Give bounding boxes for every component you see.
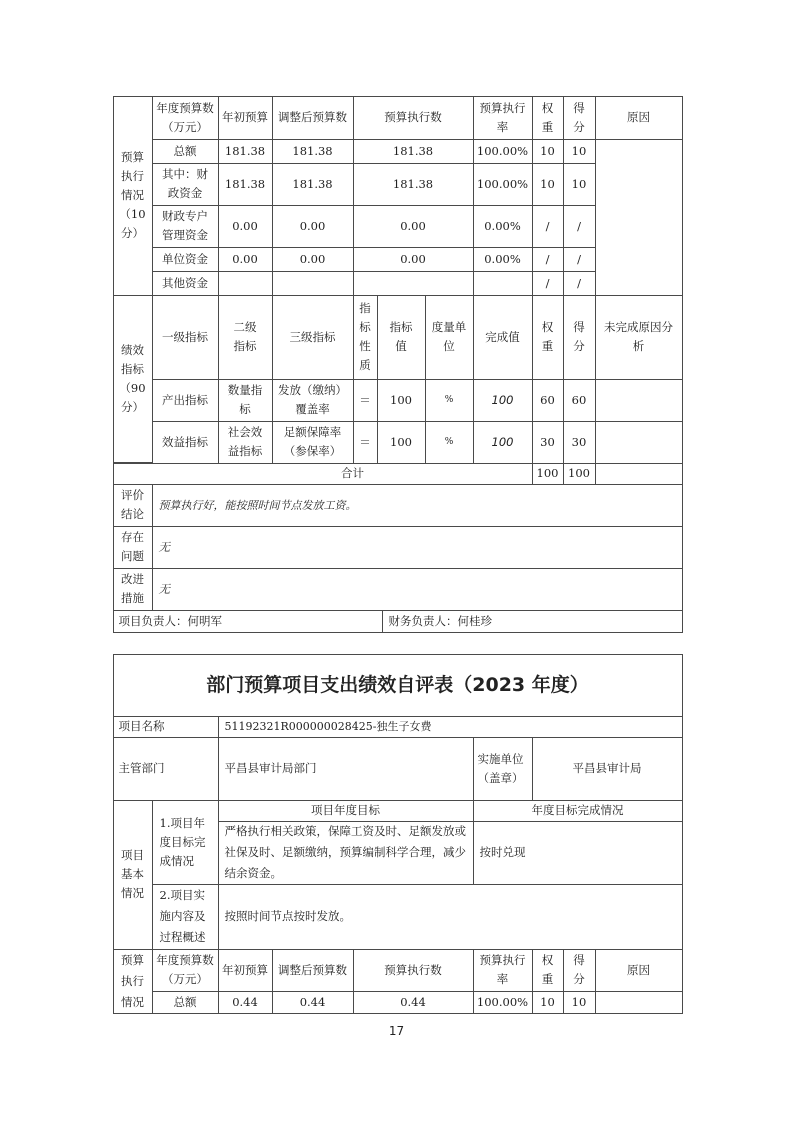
goal-header: 项目年度目标 (218, 800, 474, 822)
finance-lead: 财务负责人：何桂珍 (382, 610, 683, 633)
budget-row-initial (218, 271, 273, 296)
budget-row-reason (595, 991, 683, 1014)
header-weight: 权重 (532, 949, 564, 992)
budget-row-adjusted: 181.38 (272, 163, 354, 206)
problems-label: 存在问题 (113, 526, 153, 569)
perf-row-value: 100 (377, 421, 426, 464)
perf-row-reason (595, 421, 683, 464)
budget-row-score: / (563, 205, 596, 248)
budget-row-adjusted: 0.00 (272, 247, 354, 272)
budget-row-score: / (563, 271, 596, 296)
budget-row-weight: 10 (532, 163, 564, 206)
budget-section-label-text: 预算执行情况（10分） (119, 150, 146, 240)
perf-row-weight: 60 (532, 379, 564, 422)
perf-section-label-text: 绩效指标（90分） (119, 342, 146, 414)
perf-section-label (113, 295, 153, 463)
table-title: 部门预算项目支出绩效自评表（2023 年度） (113, 654, 683, 717)
header-score: 得分 (563, 96, 596, 140)
budget-row-initial: 0.00 (218, 205, 273, 248)
goal-completion: 按时兑现 (473, 821, 683, 885)
goal-label: 1.项目年度目标完成情况 (152, 800, 219, 885)
perf-row-score: 30 (563, 421, 596, 464)
basic-section-label: 项目基本情况 (113, 800, 153, 950)
goal-completion-header: 年度目标完成情况 (473, 800, 683, 822)
budget-row-score: 10 (563, 991, 596, 1014)
total-weight: 100 (532, 463, 564, 485)
dept-label: 主管部门 (113, 737, 219, 801)
perf-row-nature: ＝ (353, 421, 378, 464)
budget-row-rate: 0.00% (473, 247, 533, 272)
perf-header-weight: 权重 (532, 295, 564, 380)
problems-text: 无 (152, 526, 683, 569)
total-reason (595, 463, 683, 485)
perf-row-actual: 100 (473, 379, 533, 422)
budget-row-rate: 100.00% (473, 139, 533, 164)
project-name-value: 51192321R000000028425-独生子女费 (218, 716, 683, 738)
budget-row-score: 10 (563, 163, 596, 206)
budget-row-adjusted: 181.38 (272, 139, 354, 164)
improve-label: 改进措施 (113, 568, 153, 611)
perf-row-nature: ＝ (353, 379, 378, 422)
perf-header-unit: 度量单位 (425, 295, 474, 380)
perf-header-level2: 二级指标 (218, 295, 273, 380)
conclusion-label: 评价结论 (113, 484, 153, 527)
header-score: 得分 (563, 949, 596, 992)
perf-row-score: 60 (563, 379, 596, 422)
perf-header-nature: 指标性质 (353, 295, 378, 380)
budget-row-rate: 0.00% (473, 205, 533, 248)
budget-row-adjusted: 0.00 (272, 205, 354, 248)
total-score: 100 (563, 463, 596, 485)
perf-row-level2: 数量指标 (218, 379, 273, 422)
perf-row-level3: 足额保障率（参保率） (272, 421, 354, 464)
budget-row-adjusted: 0.44 (272, 991, 354, 1014)
header-executed: 预算执行数 (353, 96, 474, 140)
header-initial-budget: 年初预算 (218, 96, 273, 140)
header-reason: 原因 (595, 949, 683, 992)
budget-reason-cell (595, 139, 683, 296)
header-weight: 权重 (532, 96, 564, 140)
budget-row-initial: 181.38 (218, 163, 273, 206)
budget-row-weight: 10 (532, 991, 564, 1014)
budget-row-score: 10 (563, 139, 596, 164)
perf-row-value: 100 (377, 379, 426, 422)
total-label (113, 463, 533, 485)
budget-row-executed: 0.00 (353, 247, 474, 272)
perf-row-unit: % (425, 421, 474, 464)
perf-row-weight: 30 (532, 421, 564, 464)
conclusion-text: 预算执行好，能按照时间节点发放工资。 (152, 484, 683, 527)
project-lead: 项目负责人：何明军 (113, 610, 383, 633)
perf-row-level3: 发放（缴纳）覆盖率 (272, 379, 354, 422)
perf-header-score: 得分 (563, 295, 596, 380)
total-label-text: 合计 (341, 466, 364, 480)
perf-header-level3: 三级指标 (272, 295, 354, 380)
budget-row-name: 总额 (152, 991, 219, 1014)
project-name-label: 项目名称 (113, 716, 219, 738)
header-exec-rate: 预算执行率 (473, 96, 533, 140)
budget-row-rate: 100.00% (473, 991, 533, 1014)
perf-row-level1: 效益指标 (152, 421, 219, 464)
process-text: 按照时间节点按时发放。 (218, 884, 683, 950)
budget-row-weight: / (532, 271, 564, 296)
budget-row-rate: 100.00% (473, 163, 533, 206)
goal-text: 严格执行相关政策，保障工资及时、足额发放或社保及时、足额缴纳，预算编制科学合理，减少结余资金。 (218, 821, 474, 885)
impl-value: 平昌县审计局 (532, 737, 683, 801)
budget-row-executed (353, 271, 474, 296)
budget-row-name: 单位资金 (152, 247, 219, 272)
perf-row-level2: 社会效益指标 (218, 421, 273, 464)
process-label: 2.项目实施内容及过程概述 (152, 884, 219, 950)
impl-label: 实施单位（盖章） (473, 737, 533, 801)
header-annual-budget: 年度预算数（万元） (152, 949, 219, 992)
perf-row-actual: 100 (473, 421, 533, 464)
page-number: 17 (388, 1024, 405, 1038)
header-annual-budget: 年度预算数（万元） (152, 96, 219, 140)
perf-header-actual: 完成值 (473, 295, 533, 380)
budget-row-weight: 10 (532, 139, 564, 164)
budget-row-name: 总额 (152, 139, 219, 164)
perf-header-reason: 未完成原因分析 (595, 295, 683, 380)
budget-row-initial: 181.38 (218, 139, 273, 164)
budget-row-name: 财政专户管理资金 (152, 205, 219, 248)
header-exec-rate: 预算执行率 (473, 949, 533, 992)
perf-row-unit: % (425, 379, 474, 422)
header-initial-budget: 年初预算 (218, 949, 273, 992)
improve-text: 无 (152, 568, 683, 611)
budget-row-name: 其中：财政资金 (152, 163, 219, 206)
header-reason: 原因 (595, 96, 683, 140)
budget-row-weight: / (532, 205, 564, 248)
budget-row-initial: 0.44 (218, 991, 273, 1014)
budget-section-label (113, 96, 153, 296)
budget-row-initial: 0.00 (218, 247, 273, 272)
budget-row-executed: 181.38 (353, 139, 474, 164)
header-executed: 预算执行数 (353, 949, 474, 992)
budget-row-weight: / (532, 247, 564, 272)
budget-row-executed: 0.44 (353, 991, 474, 1014)
budget-row-name: 其他资金 (152, 271, 219, 296)
perf-row-level1: 产出指标 (152, 379, 219, 422)
budget-row-rate (473, 271, 533, 296)
header-adjusted-budget: 调整后预算数 (272, 96, 354, 140)
budget-row-executed: 0.00 (353, 205, 474, 248)
budget-section-label: 预算执行情况 (113, 949, 153, 1014)
budget-row-executed: 181.38 (353, 163, 474, 206)
perf-row-reason (595, 379, 683, 422)
dept-value: 平昌县审计局部门 (218, 737, 474, 801)
perf-header-level1: 一级指标 (152, 295, 219, 380)
perf-header-value: 指标值 (377, 295, 426, 380)
budget-row-score: / (563, 247, 596, 272)
header-adjusted-budget: 调整后预算数 (272, 949, 354, 992)
budget-row-adjusted (272, 271, 354, 296)
